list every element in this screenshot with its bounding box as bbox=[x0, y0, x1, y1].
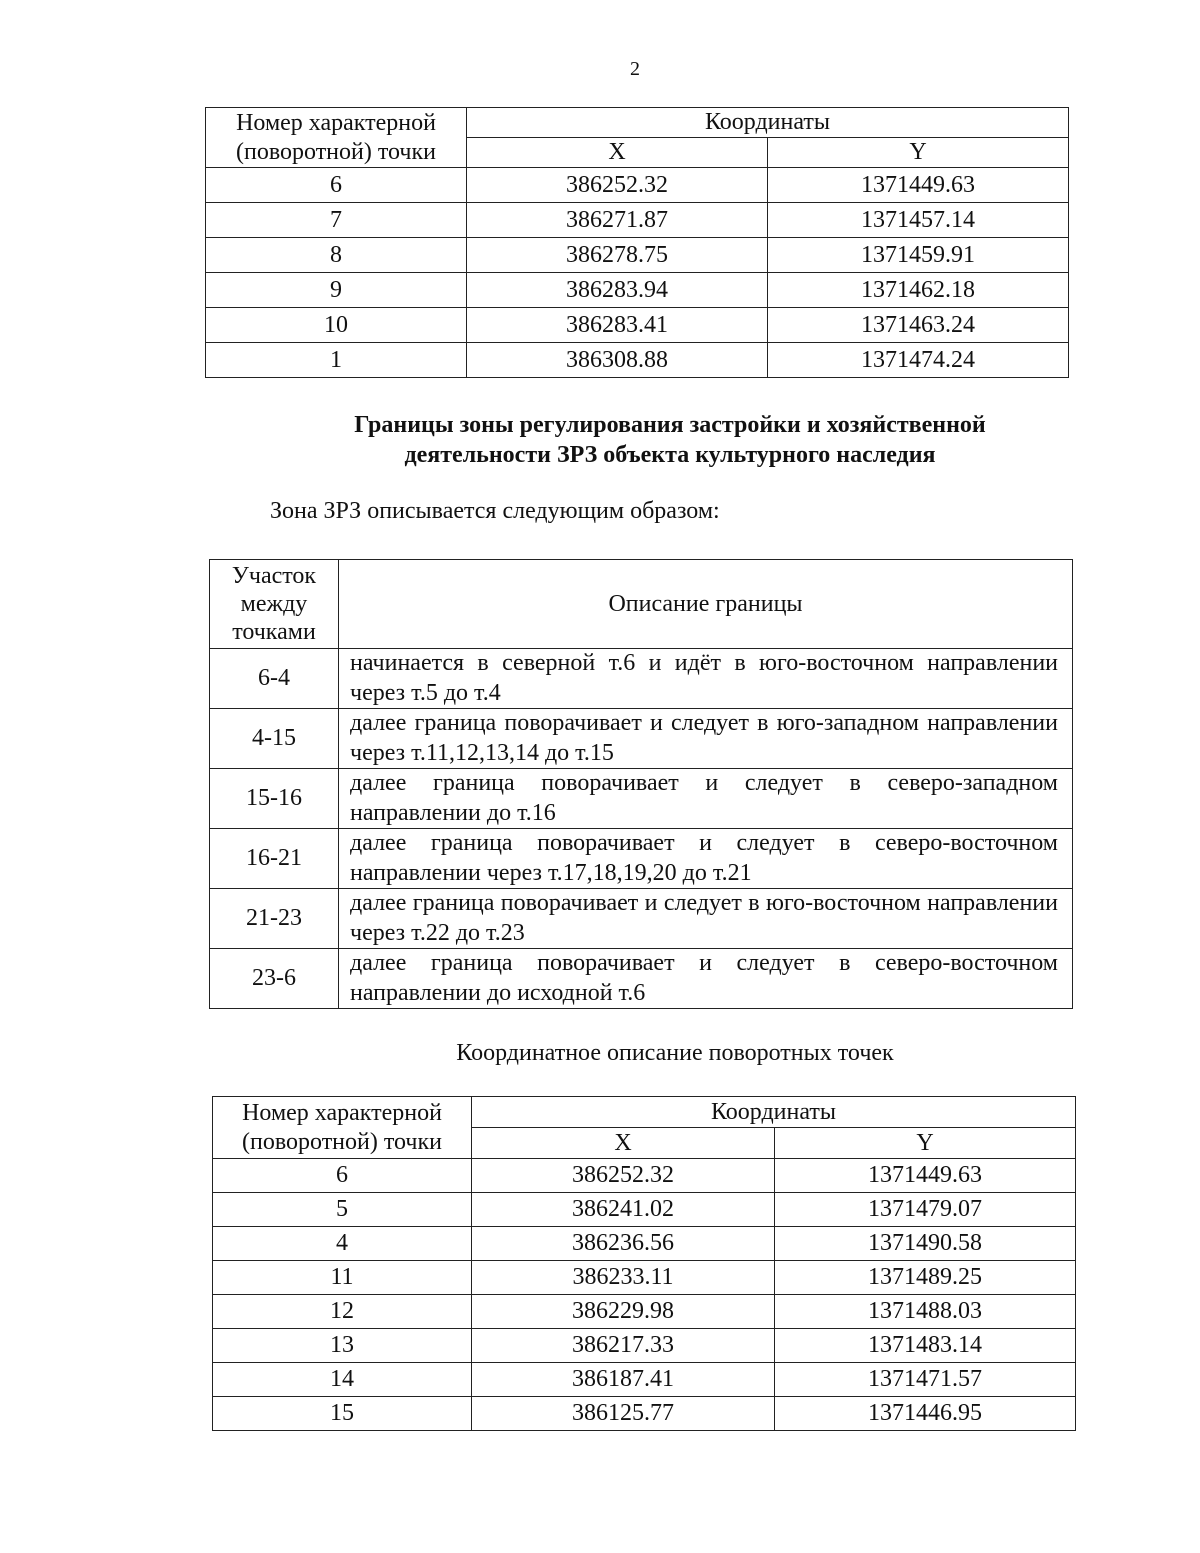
table-row bbox=[213, 1295, 1076, 1329]
boundary-description: начинается в северной т.6 и идёт в юго-восточном направлении через т.5 до т.4 bbox=[339, 649, 1073, 709]
boundary-description: далее граница поворачивает и следует в северо-восточном направлении через т.17,18,19,20 до т.21 bbox=[339, 829, 1073, 889]
header-x: X bbox=[472, 1128, 775, 1159]
table-row bbox=[210, 949, 1073, 1009]
coord-x: 386229.98 bbox=[472, 1295, 775, 1329]
point-number: 13 bbox=[213, 1329, 472, 1363]
section-heading bbox=[200, 410, 1140, 470]
coord-x: 386252.32 bbox=[467, 168, 768, 203]
table-row bbox=[213, 1397, 1076, 1431]
section-heading-line-2: деятельности ЗРЗ объекта культурного наследия bbox=[404, 442, 936, 468]
header-y: Y bbox=[775, 1128, 1076, 1159]
boundary-description: далее граница поворачивает и следует в северо-западном направлении до т.16 bbox=[339, 769, 1073, 829]
segment: 21-23 bbox=[210, 889, 339, 949]
point-number: 6 bbox=[213, 1159, 472, 1193]
coord-x: 386283.94 bbox=[467, 273, 768, 308]
coord-x: 386125.77 bbox=[472, 1397, 775, 1431]
header-segment: Участок между точками bbox=[210, 560, 339, 649]
coord-y: 1371449.63 bbox=[775, 1159, 1076, 1193]
table-row bbox=[213, 1261, 1076, 1295]
table-row bbox=[213, 1227, 1076, 1261]
segment: 23-6 bbox=[210, 949, 339, 1009]
coord-y: 1371474.24 bbox=[768, 343, 1069, 378]
point-number: 8 bbox=[206, 238, 467, 273]
header-coordinates: Координаты bbox=[467, 108, 1069, 138]
coordinates-table-2 bbox=[212, 1096, 1076, 1431]
table-row bbox=[206, 203, 1069, 238]
table-row bbox=[206, 343, 1069, 378]
section-heading-line-1: Границы зоны регулирования застройки и хозяйственной bbox=[354, 412, 986, 438]
coord-x: 386236.56 bbox=[472, 1227, 775, 1261]
segment: 6-4 bbox=[210, 649, 339, 709]
table-row bbox=[206, 308, 1069, 343]
coord-x: 386252.32 bbox=[472, 1159, 775, 1193]
zone-boundary-table bbox=[209, 559, 1073, 1009]
segment: 4-15 bbox=[210, 709, 339, 769]
coord-x: 386283.41 bbox=[467, 308, 768, 343]
coord-y: 1371449.63 bbox=[768, 168, 1069, 203]
table-row bbox=[210, 829, 1073, 889]
header-x: X bbox=[467, 138, 768, 168]
point-number: 11 bbox=[213, 1261, 472, 1295]
coord-x: 386217.33 bbox=[472, 1329, 775, 1363]
point-number: 7 bbox=[206, 203, 467, 238]
table-row bbox=[210, 889, 1073, 949]
table-row bbox=[206, 168, 1069, 203]
coord-y: 1371471.57 bbox=[775, 1363, 1076, 1397]
coord-y: 1371463.24 bbox=[768, 308, 1069, 343]
coord-x: 386241.02 bbox=[472, 1193, 775, 1227]
coord-y: 1371488.03 bbox=[775, 1295, 1076, 1329]
boundary-description: далее граница поворачивает и следует в северо-восточном направлении до исходной т.6 bbox=[339, 949, 1073, 1009]
boundary-description: далее граница поворачивает и следует в юго-восточном направлении через т.22 до т.23 bbox=[339, 889, 1073, 949]
coord-y: 1371490.58 bbox=[775, 1227, 1076, 1261]
table-row bbox=[213, 1363, 1076, 1397]
coord-y: 1371479.07 bbox=[775, 1193, 1076, 1227]
coord-y: 1371459.91 bbox=[768, 238, 1069, 273]
table-row bbox=[210, 769, 1073, 829]
table-row bbox=[206, 273, 1069, 308]
point-number: 4 bbox=[213, 1227, 472, 1261]
intro-text: Зона ЗРЗ описывается следующим образом: bbox=[270, 498, 720, 524]
coord-x: 386271.87 bbox=[467, 203, 768, 238]
point-number: 6 bbox=[206, 168, 467, 203]
point-number: 9 bbox=[206, 273, 467, 308]
coord-y: 1371462.18 bbox=[768, 273, 1069, 308]
table-row bbox=[210, 649, 1073, 709]
coordinates-subtitle: Координатное описание поворотных точек bbox=[456, 1040, 894, 1066]
boundary-description: далее граница поворачивает и следует в юго-западном направлении через т.11,12,13,14 до т.15 bbox=[339, 709, 1073, 769]
point-number: 15 bbox=[213, 1397, 472, 1431]
header-point-number: Номер характерной (поворотной) точки bbox=[206, 108, 467, 168]
header-point-number: Номер характерной (поворотной) точки bbox=[213, 1097, 472, 1159]
table-row bbox=[213, 1329, 1076, 1363]
point-number: 5 bbox=[213, 1193, 472, 1227]
coord-y: 1371446.95 bbox=[775, 1397, 1076, 1431]
segment: 15-16 bbox=[210, 769, 339, 829]
coord-y: 1371483.14 bbox=[775, 1329, 1076, 1363]
table-row bbox=[206, 238, 1069, 273]
coordinates-table-1 bbox=[205, 107, 1069, 378]
coord-x: 386278.75 bbox=[467, 238, 768, 273]
point-number: 1 bbox=[206, 343, 467, 378]
header-coordinates: Координаты bbox=[472, 1097, 1076, 1128]
coord-y: 1371489.25 bbox=[775, 1261, 1076, 1295]
coord-x: 386233.11 bbox=[472, 1261, 775, 1295]
table-row bbox=[213, 1193, 1076, 1227]
point-number: 12 bbox=[213, 1295, 472, 1329]
coord-x: 386308.88 bbox=[467, 343, 768, 378]
coord-y: 1371457.14 bbox=[768, 203, 1069, 238]
point-number: 10 bbox=[206, 308, 467, 343]
coord-x: 386187.41 bbox=[472, 1363, 775, 1397]
page-number: 2 bbox=[630, 58, 640, 80]
table-row bbox=[210, 709, 1073, 769]
header-y: Y bbox=[768, 138, 1069, 168]
table-row bbox=[213, 1159, 1076, 1193]
header-description: Описание границы bbox=[339, 560, 1073, 649]
point-number: 14 bbox=[213, 1363, 472, 1397]
segment: 16-21 bbox=[210, 829, 339, 889]
